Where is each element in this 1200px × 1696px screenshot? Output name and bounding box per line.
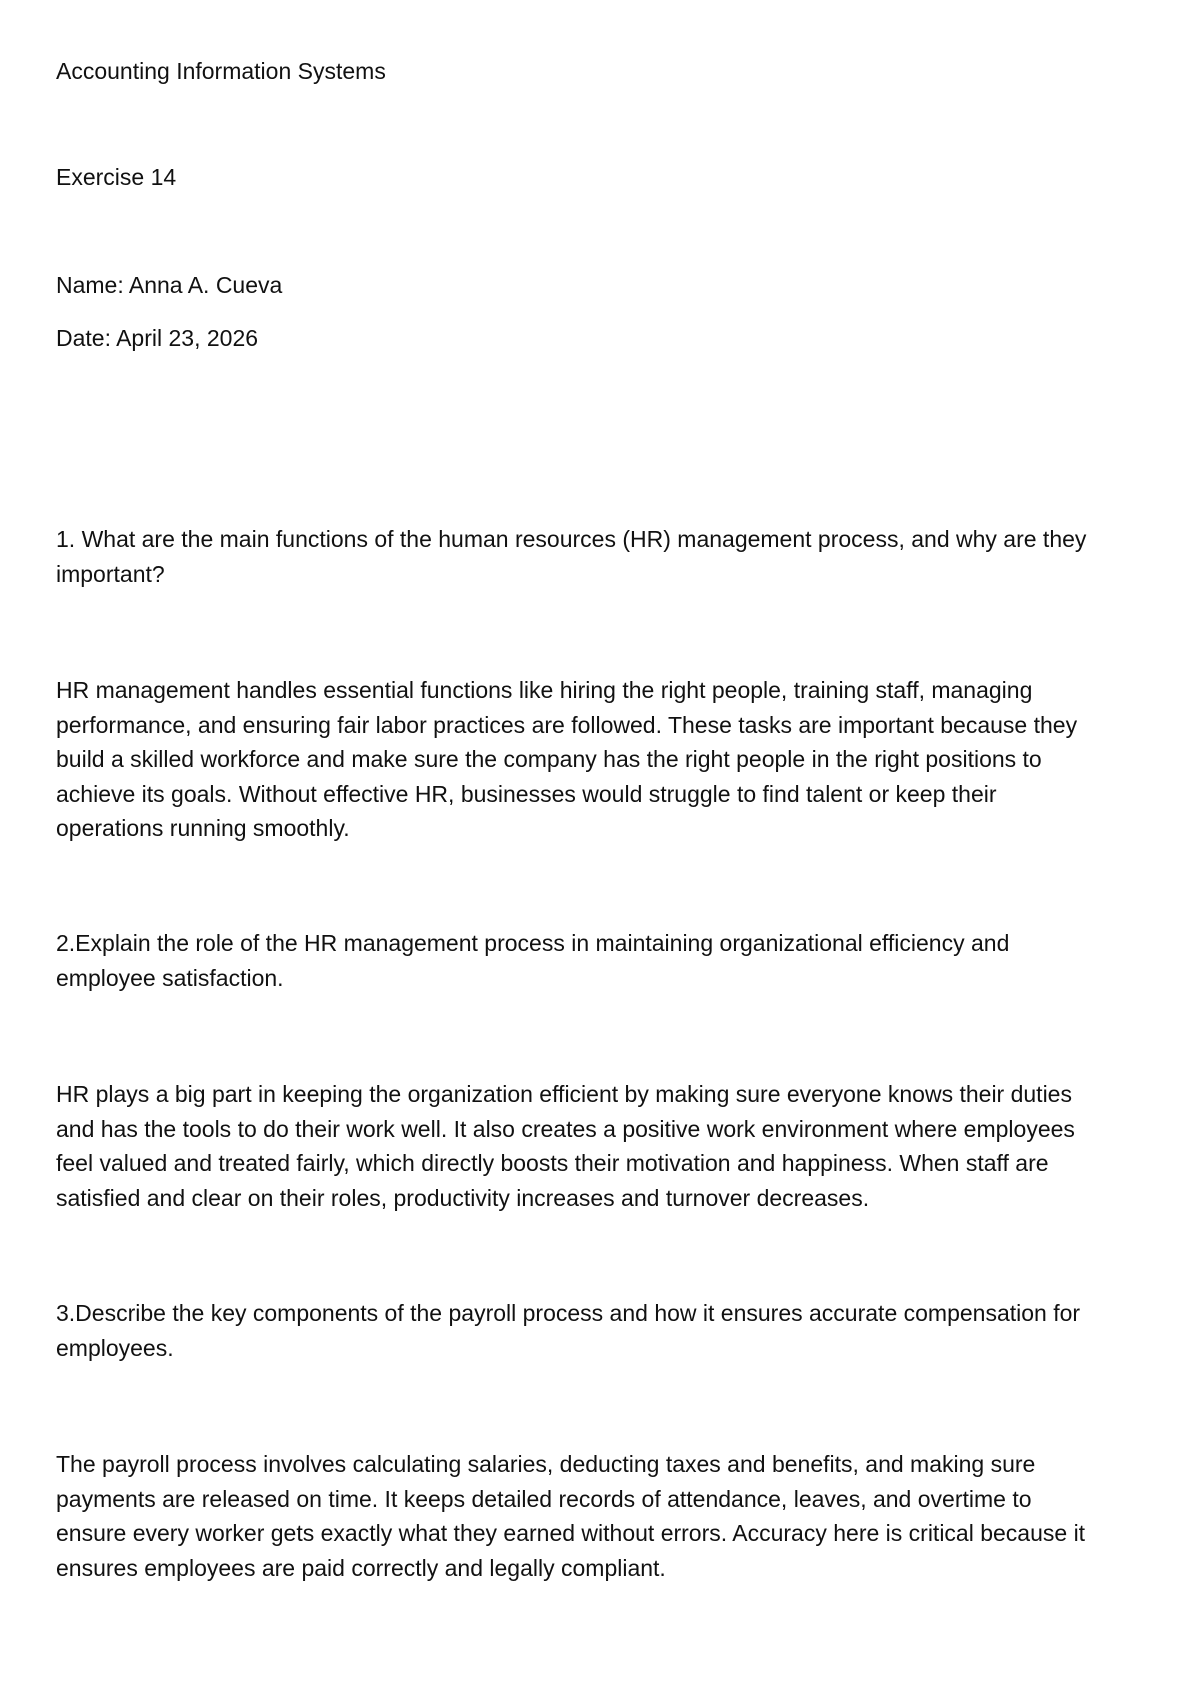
question-2-line: employee satisfaction. <box>56 964 284 991</box>
answer-2 <box>56 1077 1156 1215</box>
answer-1-line: operations running smoothly. <box>56 815 350 841</box>
answer-2-line: and has the tools to do their work well. It also creates a positive work environment where employees <box>56 1115 1075 1142</box>
student-name: Name: Anna A. Cueva <box>56 272 283 298</box>
question-1-line: important? <box>56 560 165 587</box>
question-3-line: 3.Describe the key components of the payroll process and how it ensures accurate compensation for <box>56 1300 1081 1326</box>
answer-3-line: payments are released on time. It keeps detailed records of attendance, leaves, and overtime to <box>56 1485 1032 1512</box>
question-3 <box>56 1296 1156 1365</box>
answer-1-line: achieve its goals. Without effective HR, businesses would struggle to find talent or keep their <box>56 780 997 807</box>
answer-3 <box>56 1447 1156 1585</box>
answer-1-line: performance, and ensuring fair labor practices are followed. These tasks are important because they <box>56 711 1078 738</box>
question-1 <box>56 522 1156 591</box>
submission-date: Date: April 23, 2026 <box>56 325 259 351</box>
answer-1-line: build a skilled workforce and make sure the company has the right people in the right positions to <box>56 746 1042 772</box>
answer-1-line: HR management handles essential functions like hiring the right people, training staff, managing <box>56 677 1033 703</box>
answer-3-line: ensure every worker gets exactly what they earned without errors. Accuracy here is critical because it <box>56 1520 1086 1546</box>
question-1-line: 1. What are the main functions of the human resources (HR) management process, and why are they <box>56 526 1087 552</box>
answer-2-line: feel valued and treated fairly, which directly boosts their motivation and happiness. When staff are <box>56 1150 1049 1176</box>
question-2 <box>56 926 1156 995</box>
exercise-title: Exercise 14 <box>56 164 177 190</box>
answer-1 <box>56 673 1156 846</box>
answer-3-line: ensures employees are paid correctly and legally compliant. <box>56 1554 666 1581</box>
answer-2-line: HR plays a big part in keeping the organization efficient by making sure everyone knows their duties <box>56 1081 1072 1107</box>
question-2-line: 2.Explain the role of the HR management process in maintaining organizational efficiency and <box>56 930 1010 956</box>
answer-3-line: The payroll process involves calculating salaries, deducting taxes and benefits, and making sure <box>56 1451 1036 1477</box>
question-3-line: employees. <box>56 1334 174 1361</box>
answer-2-line: satisfied and clear on their roles, productivity increases and turnover decreases. <box>56 1184 870 1211</box>
course-title: Accounting Information Systems <box>56 58 386 84</box>
